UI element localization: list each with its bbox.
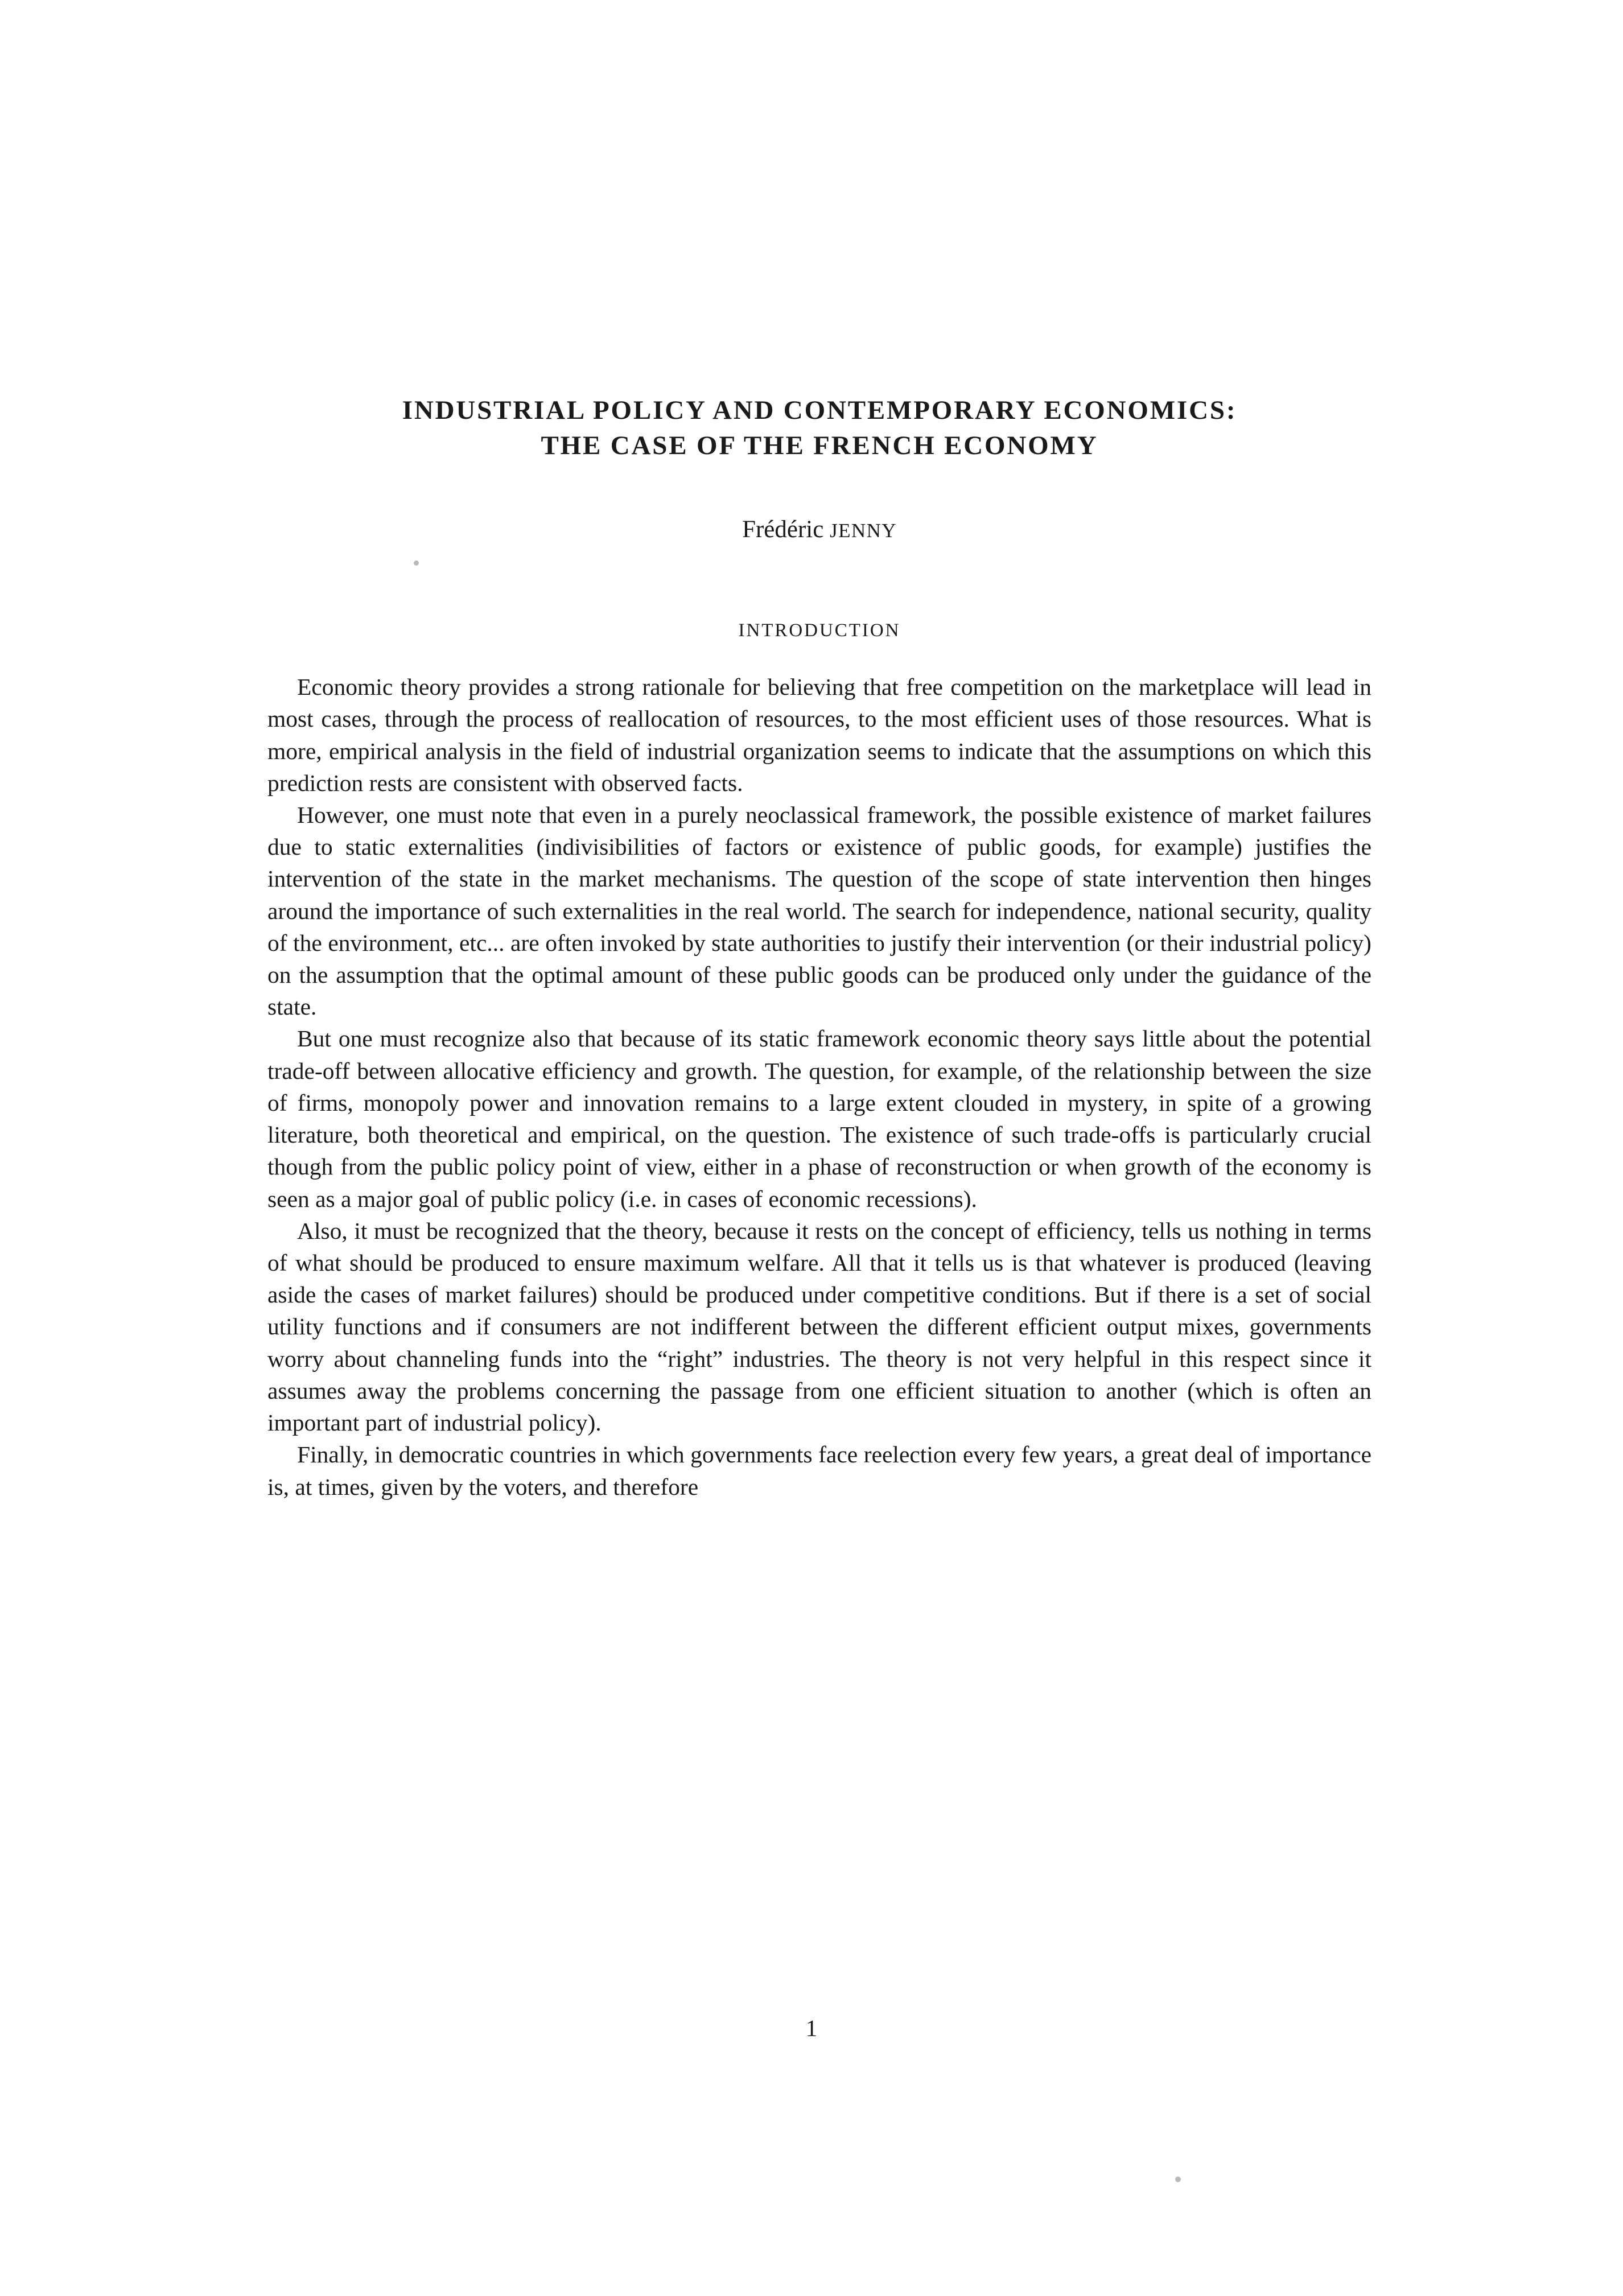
section-heading-introduction: INTRODUCTION: [738, 620, 901, 641]
author-first-name: Frédéric: [742, 516, 830, 543]
page-number: 1: [805, 2015, 818, 2041]
page-title: [267, 393, 1371, 463]
paragraph: Finally, in democratic countries in which governments face reelection every few years, a great deal of importance is, at times, given by the voters, and therefore: [267, 1441, 1371, 1500]
paragraph: However, one must note that even in a purely neoclassical framework, the possible existence of market failures due to static externalities (indivisibilities of factors or existence of public goods, for example) justifies the intervention of the state in the market mechanisms. The question of the scope of state intervention then hinges around the importance of such externalities in the real world. The search for independence, national security, quality of the environment, etc... are often invoked by state authorities to justify their intervention (or their industrial policy) on the assumption that the optimal amount of these public goods can be produced only under the guidance of the state.: [267, 801, 1371, 1020]
scan-artifact-dot: [1175, 2177, 1181, 2182]
paragraph: Economic theory provides a strong rationale for believing that free competition on the marketplace will lead in most cases, through the process of reallocation of resources, to the most efficient uses of those resources. What is more, empirical analysis in the field of industrial organization seems to indicate that the assumptions on which this prediction rests are consistent with observed facts.: [267, 674, 1371, 796]
paragraph: Also, it must be recognized that the theory, because it rests on the concept of efficiency, tells us nothing in terms of what should be produced to ensure maximum welfare. All that it tells us is that whatever is produced (leaving aside the cases of market failures) should be produced under competitive conditions. But if there is a set of social utility functions and if consumers are not indifferent between the different efficient output mixes, governments worry about channeling funds into the “right” industries. The theory is not very helpful in this respect since it assumes away the problems concerning the passage from one efficient situation to another (which is often an important part of industrial policy).: [267, 1217, 1371, 1436]
page-content: [267, 393, 1371, 1503]
paragraph: But one must recognize also that because of its static framework economic theory says little about the potential trade-off between allocative efficiency and growth. The question, for example, of the relationship between the size of firms, monopoly power and innovation remains to a large extent clouded in mystery, in spite of a growing literature, both theoretical and empirical, on the question. The existence of such trade-offs is particularly crucial though from the public policy point of view, either in a phase of reconstruction or when growth of the economy is seen as a major goal of public policy (i.e. in cases of economic recessions).: [267, 1025, 1371, 1212]
author-last-name: JENNY: [830, 520, 897, 542]
body-text: [267, 671, 1371, 1503]
title-line-2: THE CASE OF THE FRENCH ECONOMY: [541, 431, 1098, 461]
author-byline: [267, 516, 1371, 543]
title-line-1: INDUSTRIAL POLICY AND CONTEMPORARY ECONOMICS:: [402, 395, 1237, 425]
